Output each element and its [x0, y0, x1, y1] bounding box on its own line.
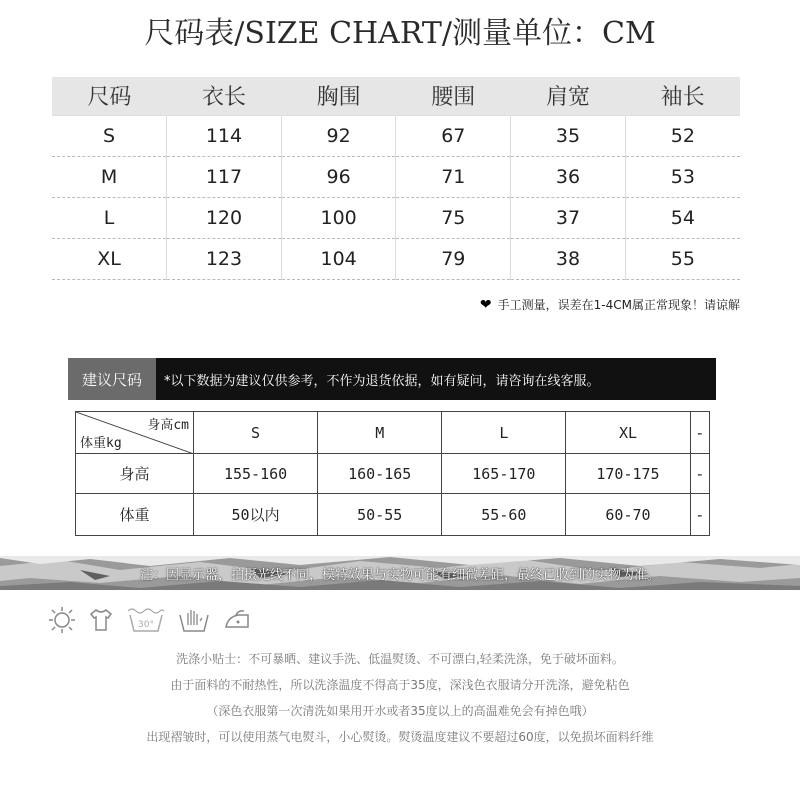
measurement-note [480, 296, 740, 313]
table-cell: 52 [625, 115, 740, 156]
size-chart-table [52, 77, 740, 280]
row-label: 身高 [76, 454, 194, 494]
table-cell: L [52, 197, 167, 238]
header-cell: L [442, 412, 566, 454]
recommend-size-table [75, 411, 710, 536]
header-cell: M [318, 412, 442, 454]
header-cell: 衣长 [167, 77, 282, 115]
size-chart-header-row [52, 77, 740, 115]
corner-height-label: 身高cm [147, 418, 189, 433]
table-cell: 35 [511, 115, 626, 156]
header-cell: 尺码 [52, 77, 167, 115]
table-cell: 165-170 [442, 454, 566, 494]
table-cell: 55-60 [442, 494, 566, 536]
recommend-disclaimer: *以下数据为建议仅供参考，不作为退货依据，如有疑问，请咨询在线客服。 [164, 373, 600, 389]
table-cell: 96 [281, 156, 396, 197]
table-cell: M [52, 156, 167, 197]
measurement-note-text: 手工测量，误差在1-4CM属正常现象！请谅解 [497, 298, 740, 312]
table-cell: 53 [625, 156, 740, 197]
header-cell: S [194, 412, 318, 454]
corner-cell [76, 412, 194, 454]
table-cell: 104 [281, 238, 396, 279]
table-cell: 92 [281, 115, 396, 156]
care-icons [48, 606, 254, 634]
care-line: 洗涤小贴士：不可暴晒、建议手洗、低温熨烫、不可漂白,轻柔洗涤，免于破坏面料。 [176, 652, 624, 666]
table-cell: XL [52, 238, 167, 279]
table-row [52, 156, 740, 197]
table-row [52, 115, 740, 156]
table-row [52, 238, 740, 279]
care-line: （深色衣服第一次清洗如果用开水或者35度以上的高温难免会有掉色哦） [206, 704, 594, 718]
wash-temp-label: 30° [138, 620, 154, 630]
table-cell: 38 [511, 238, 626, 279]
table-cell: 60-70 [566, 494, 690, 536]
table-cell: 79 [396, 238, 511, 279]
care-instructions [0, 650, 800, 754]
table-cell: 55 [625, 238, 740, 279]
table-row [52, 197, 740, 238]
header-cell: XL [566, 412, 690, 454]
table-cell: 160-165 [318, 454, 442, 494]
care-line: 由于面料的不耐热性，所以洗涤温度不得高于35度，深浅色衣服请分开洗涤，避免粘色 [170, 678, 630, 692]
wash-30-icon [126, 607, 166, 633]
table-cell: 75 [396, 197, 511, 238]
table-cell: 123 [167, 238, 282, 279]
header-cell: - [690, 412, 709, 454]
shirt-icon [88, 607, 114, 633]
table-cell: - [690, 454, 709, 494]
table-cell: - [690, 494, 709, 536]
table-cell: 36 [511, 156, 626, 197]
recommend-label: 建议尺码 [68, 358, 156, 400]
table-cell: 170-175 [566, 454, 690, 494]
table-cell: 71 [396, 156, 511, 197]
disclaimer-strip-text: 注：因显示器，拍摄光线不同，模特效果与实物可能有细微差距，最终已收到的实物为准。 [139, 568, 660, 583]
table-cell: 50-55 [318, 494, 442, 536]
page-title: 尺码表/SIZE CHART/测量单位：CM [144, 16, 656, 51]
table-cell: 120 [167, 197, 282, 238]
header-cell: 腰围 [396, 77, 511, 115]
recommend-banner [68, 358, 716, 400]
table-cell: 67 [396, 115, 511, 156]
sun-icon [48, 606, 76, 634]
table-row [76, 494, 710, 536]
corner-weight-label: 体重kg [80, 436, 122, 451]
recommend-header-row [76, 412, 710, 454]
table-cell: 100 [281, 197, 396, 238]
header-cell: 肩宽 [511, 77, 626, 115]
table-row [76, 454, 710, 494]
header-cell: 袖长 [625, 77, 740, 115]
iron-icon [222, 607, 254, 633]
table-cell: 50以内 [194, 494, 318, 536]
table-cell: 37 [511, 197, 626, 238]
table-cell: 114 [167, 115, 282, 156]
care-line: 出现褶皱时，可以使用蒸气电熨斗，小心熨烫。熨烫温度建议不要超过60度，以免损坏面料纤维 [146, 730, 654, 744]
table-cell: S [52, 115, 167, 156]
table-cell: 117 [167, 156, 282, 197]
table-cell: 155-160 [194, 454, 318, 494]
row-label: 体重 [76, 494, 194, 536]
hand-wash-icon [178, 607, 210, 633]
header-cell: 胸围 [281, 77, 396, 115]
heart-icon: ❤ [479, 296, 492, 313]
table-cell: 54 [625, 197, 740, 238]
